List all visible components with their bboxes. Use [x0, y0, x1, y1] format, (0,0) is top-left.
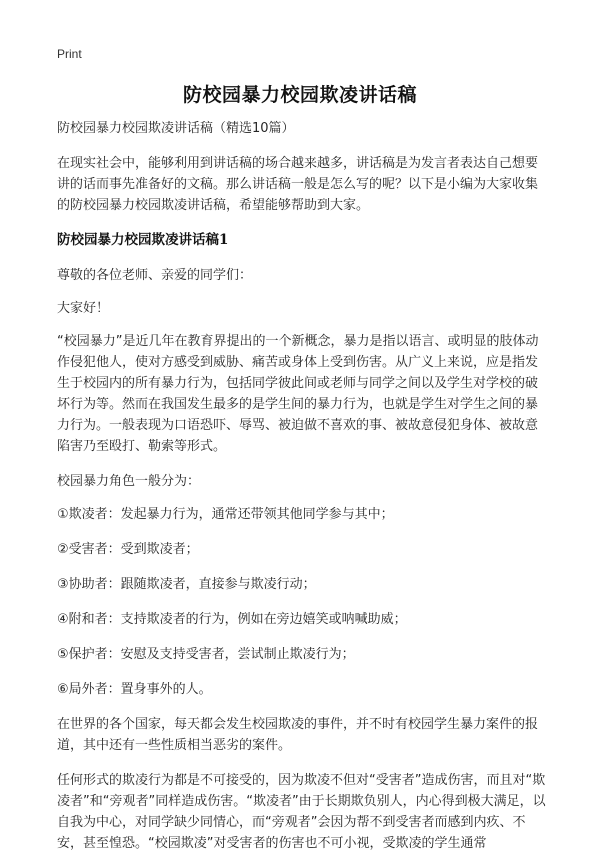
- section-heading: 防校园暴力校园欺凌讲话稿1: [57, 232, 229, 248]
- harm-paragraph: 任何形式的欺凌行为都是不可接受的，因为欺凌不但对“受害者”造成伤害，而且对“欺凌者”和“旁观者”同样造成伤害。“欺凌者”由于长期欺负别人，内心得到极大满足，以自我为中心，对同学缺少同情心，而“旁观者”会因为帮不到受害者而感到内疚、不安，甚至惶恐。“校园欺凌”对受害者的伤害也不可小视，受欺凌的学生通常: [57, 773, 546, 851]
- page-title: 防校园暴力校园欺凌讲话稿: [182, 84, 417, 106]
- list-item: ⑥局外者：置身事外的人。: [57, 682, 212, 697]
- roles-list: [57, 504, 547, 700]
- print-link[interactable]: Print: [57, 47, 82, 61]
- salutation: 大家好！: [57, 301, 110, 316]
- list-item: ③协助者：跟随欺凌者，直接参与欺凌行动；: [57, 577, 316, 592]
- greeting: 尊敬的各位老师、亲爱的同学们：: [57, 268, 253, 283]
- list-item: ②受害者：受到欺凌者；: [57, 542, 199, 557]
- definition-paragraph: “校园暴力”是近几年在教育界提出的一个新概念，暴力是指以语言、或明显的肢体动作侵犯他人，使对方感受到威胁、痛苦或身体上受到伤害。从广义上来说，应是指发生于校园内的所有暴力行为，包括同学彼此间或老师与同学之间以及学生对学校的破坏行为等。然而在我国发生最多的是学生间的暴力行为，也就是学生对学生之间的暴力行为。一般表现为口语恐吓、辱骂、被迫做不喜欢的事、被故意侵犯身体、被故意陷害乃至殴打、勒索等形式。: [57, 334, 539, 454]
- list-item: ①欺凌者：发起暴力行为，通常还带领其他同学参与其中；: [57, 507, 394, 522]
- document-subtitle: 防校园暴力校园欺凌讲话稿（精选10篇）: [57, 121, 295, 136]
- roles-intro: 校园暴力角色一般分为：: [57, 474, 201, 489]
- world-paragraph: 在世界的各个国家，每天都会发生校园欺凌的事件，并不时有校园学生暴力案件的报道，其中还有一些性质相当恶劣的案件。: [57, 717, 539, 753]
- intro-paragraph: 在现实社会中，能够利用到讲话稿的场合越来越多，讲话稿是为发言者表达自己想要讲的话而事先准备好的文稿。那么讲话稿一般是怎么写的呢？以下是小编为大家收集的防校园暴力校园欺凌讲话稿，希望能够帮助到大家。: [57, 156, 539, 213]
- list-item: ④附和者：支持欺凌者的行为，例如在旁边嬉笑或呐喊助威；: [57, 612, 407, 627]
- list-item: ⑤保护者：安慰及支持受害者，尝试制止欺凌行为；: [57, 647, 355, 662]
- document-body: [57, 118, 547, 868]
